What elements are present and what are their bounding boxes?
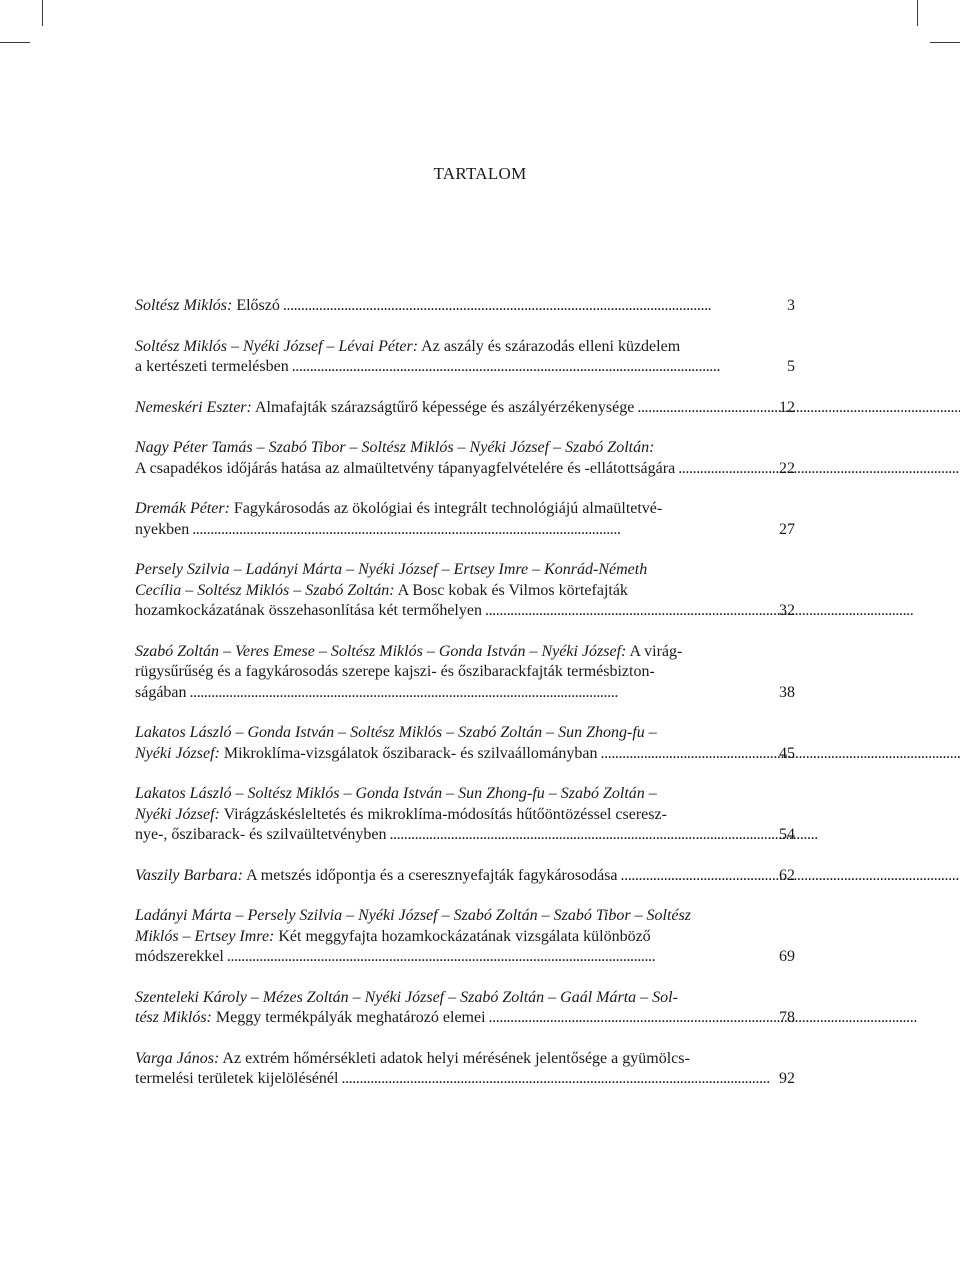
toc-page-number: 78: [779, 1009, 795, 1026]
toc-title: módszerekkel: [135, 948, 224, 965]
toc-authors: Miklós – Ertsey Imre:: [135, 927, 275, 945]
toc-entry-text: [135, 560, 753, 622]
toc-entry-text: [135, 988, 753, 1029]
toc-title: Két meggyfajta hozamkockázatának vizsgálata különböző: [274, 927, 651, 945]
table-of-contents: [135, 296, 795, 1110]
dot-leader: [292, 358, 719, 375]
toc-entry[interactable]: [135, 398, 795, 419]
dot-leader: [489, 1009, 916, 1026]
toc-title: A virág-: [626, 642, 683, 660]
dot-leader: [637, 399, 960, 416]
toc-line: [135, 906, 753, 927]
toc-line: [135, 296, 753, 317]
toc-line: [135, 988, 753, 1009]
toc-line: [135, 744, 753, 765]
toc-title: Előszó: [232, 297, 280, 314]
toc-line: [135, 683, 753, 704]
toc-page-number: 38: [779, 683, 795, 701]
toc-title: A csapadékos időjárás hatása az almaültetvény tápanyagfelvételére és -ellátottságára: [135, 459, 676, 477]
toc-entry[interactable]: [135, 784, 795, 846]
toc-authors: Szenteleki Károly – Mézes Zoltán – Nyéki József – Szabó Zoltán – Gaál Márta – Sol-: [135, 988, 678, 1006]
toc-entry[interactable]: [135, 723, 795, 764]
toc-line: [135, 927, 753, 948]
crop-mark-left-top: [0, 42, 30, 43]
toc-line: [135, 601, 753, 622]
toc-title: nye-, őszibarack- és szilvaültetvényben: [135, 826, 387, 843]
toc-authors: Cecília – Soltész Miklós – Szabó Zoltán:: [135, 581, 395, 599]
toc-line: [135, 866, 753, 887]
toc-title: nyekben: [135, 520, 190, 538]
toc-line: [135, 560, 753, 581]
toc-authors: Soltész Miklós – Nyéki József – Lévai Péter:: [135, 337, 419, 355]
toc-title: Az extrém hőmérsékleti adatok helyi mérésének jelentősége a gyümölcs-: [219, 1049, 690, 1067]
toc-entry-text: [135, 438, 753, 479]
toc-authors: Nyéki József:: [135, 805, 220, 823]
dot-leader: [678, 460, 960, 477]
toc-authors: Soltész Miklós:: [135, 297, 233, 314]
toc-line: [135, 1049, 753, 1070]
toc-entry-text: [135, 296, 753, 317]
toc-entry-text: [135, 723, 753, 764]
toc-page-number: 32: [779, 602, 795, 619]
page-title: TARTALOM: [433, 164, 527, 183]
toc-entry[interactable]: [135, 642, 795, 704]
toc-entry-text: [135, 499, 753, 540]
dot-leader: [341, 1070, 768, 1087]
toc-line: [135, 357, 753, 378]
toc-title: Mikroklíma-vizsgálatok őszibarack- és szilvaállományban: [219, 744, 598, 762]
toc-entry-text: [135, 906, 753, 968]
toc-authors: Szabó Zoltán – Veres Emese – Soltész Miklós – Gonda István – Nyéki József:: [135, 642, 627, 660]
toc-entry[interactable]: [135, 1049, 795, 1090]
toc-title: A Bosc kobak és Vilmos körtefajták: [394, 581, 628, 599]
toc-authors: tész Miklós:: [135, 1009, 212, 1026]
toc-title: rügysűrűség és a fagykárosodás szerepe kajszi- és őszibarackfajták termésbizton-: [135, 663, 655, 680]
toc-entry-text: [135, 398, 753, 419]
toc-line: [135, 520, 753, 541]
toc-title: A metszés időpontja és a cseresznyefajták fagykárosodása: [243, 866, 618, 884]
toc-entry-text: [135, 866, 753, 887]
toc-title: termelési területek kijelölésénél: [135, 1070, 339, 1087]
toc-authors: Persely Szilvia – Ladányi Márta – Nyéki József – Ertsey Imre – Konrád-Németh: [135, 561, 648, 578]
toc-authors: Dremák Péter:: [135, 500, 230, 517]
toc-line: [135, 398, 753, 419]
dot-leader: [227, 948, 654, 965]
toc-entry-text: [135, 1049, 753, 1090]
toc-title: Fagykárosodás az ökológiai és integrált technológiájú almaültetvé-: [229, 500, 663, 517]
toc-title: a kertészeti termelésben: [135, 358, 289, 375]
toc-entry[interactable]: [135, 866, 795, 887]
toc-title: hozamkockázatának összehasonlítása két termőhelyen: [135, 602, 482, 619]
toc-page-number: 45: [779, 744, 795, 762]
toc-page-number: 69: [779, 948, 795, 965]
toc-authors: Varga János:: [135, 1049, 220, 1067]
toc-authors: Vaszily Barbara:: [135, 866, 243, 884]
toc-line: [135, 662, 753, 683]
toc-line: [135, 499, 753, 520]
toc-authors: Ladányi Márta – Persely Szilvia – Nyéki József – Szabó Zoltán – Szabó Tibor – Soltész: [135, 907, 691, 924]
toc-entry-text: [135, 337, 753, 378]
toc-line: [135, 805, 753, 826]
toc-title: ságában: [135, 683, 187, 701]
toc-page-number: 5: [787, 358, 795, 375]
crop-mark-top-left: [42, 0, 43, 26]
toc-line: [135, 438, 753, 459]
toc-entry-text: [135, 784, 753, 846]
toc-entry[interactable]: [135, 337, 795, 378]
toc-title: Meggy termékpályák meghatározó elemei: [211, 1009, 486, 1026]
toc-entry[interactable]: [135, 499, 795, 540]
toc-line: [135, 947, 753, 968]
toc-authors: Lakatos László – Gonda István – Soltész Miklós – Szabó Zoltán – Sun Zhong-fu –: [135, 724, 657, 741]
toc-page-number: 62: [779, 866, 795, 884]
dot-leader: [389, 826, 816, 843]
toc-page-number: 27: [779, 520, 795, 538]
toc-authors: Nagy Péter Tamás – Szabó Tibor – Soltész Miklós – Nyéki József – Szabó Zoltán:: [135, 439, 655, 456]
toc-line: [135, 337, 753, 358]
dot-leader: [192, 521, 619, 538]
toc-title: Az aszály és szárazodás elleni küzdelem: [418, 337, 681, 355]
toc-entry-text: [135, 642, 753, 704]
toc-line: [135, 581, 753, 602]
toc-entry[interactable]: [135, 988, 795, 1029]
crop-mark-top-right: [917, 0, 918, 26]
toc-entry[interactable]: [135, 438, 795, 479]
toc-title: Virágzáskésleltetés és mikroklíma-módosítás hűtőöntözéssel cseresz-: [219, 805, 667, 823]
dot-leader: [283, 297, 710, 314]
toc-entry[interactable]: [135, 906, 795, 968]
toc-line: [135, 825, 753, 846]
toc-line: [135, 1008, 753, 1029]
toc-line: [135, 723, 753, 744]
toc-page-number: 54: [779, 826, 795, 843]
toc-entry[interactable]: [135, 296, 795, 317]
toc-page-number: 92: [779, 1070, 795, 1087]
toc-page-number: 3: [787, 297, 795, 314]
toc-authors: Nyéki József:: [135, 744, 220, 762]
toc-authors: Nemeskéri Eszter:: [135, 398, 252, 416]
crop-mark-right-top: [930, 42, 960, 43]
toc-page-number: 12: [779, 398, 795, 416]
toc-line: [135, 784, 753, 805]
dot-leader: [485, 602, 912, 619]
toc-line: [135, 1069, 753, 1090]
toc-line: [135, 642, 753, 663]
toc-page-number: 22: [779, 459, 795, 477]
toc-title: Almafajták szárazságtűrő képessége és aszályérzékenysége: [251, 398, 635, 416]
dot-leader: [190, 684, 617, 701]
toc-entry[interactable]: [135, 560, 795, 622]
toc-authors: Lakatos László – Soltész Miklós – Gonda István – Sun Zhong-fu – Szabó Zoltán –: [135, 785, 657, 802]
toc-line: [135, 459, 753, 480]
